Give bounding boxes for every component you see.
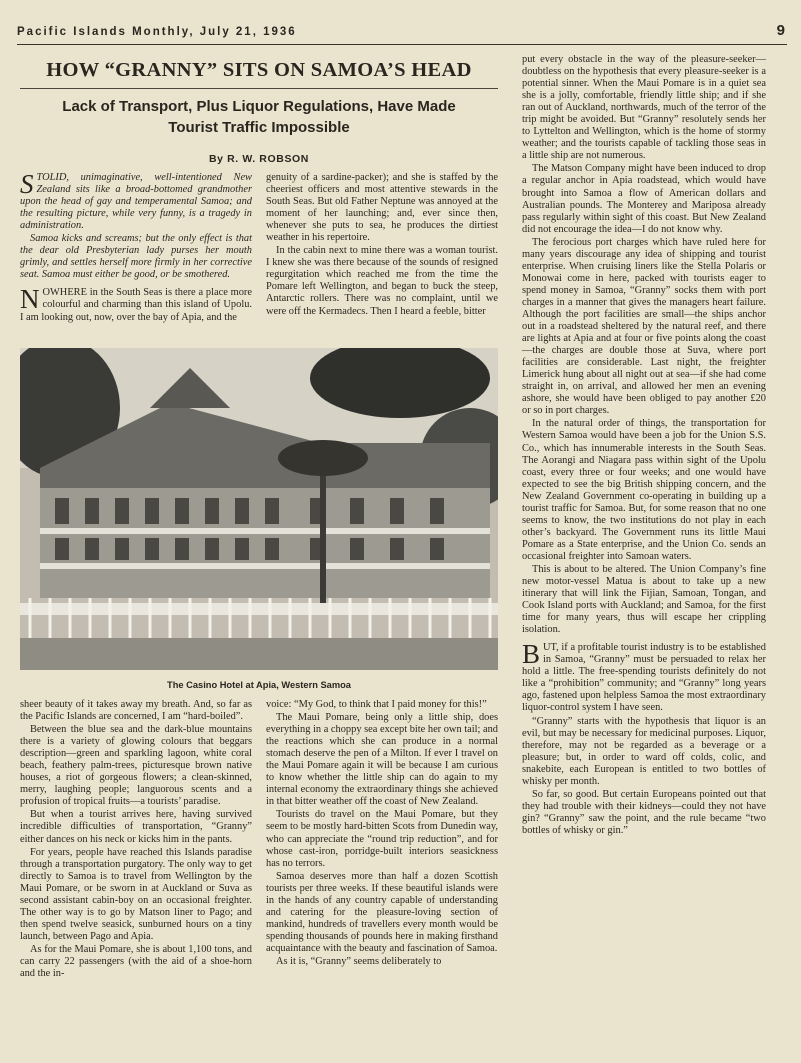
col3-paragraph-1: put every obstacle in the way of the pleasure-seeker—doubtless on the hypothesis that every pleasure-seeker is a potential sinner. When the Maui Pomare is in a quiet sea she is a jolly, comfortable, friendly little ship; and if she ran out of Auckland, northwards, much of the terror of the trip might be avoided. But “Granny” resolutely sends her to Lyttelton and Wellington, which is the home of stormy weather; and the tourists capable of tackling those seas in a little ship are not numerous. bbox=[522, 54, 766, 162]
lower1-paragraph-2: Between the blue sea and the dark-blue mountains there is a variety of glowing colours that beggars description—green and sparkling lagoon, white coral beach, feathery palm-trees, picturesque brown native houses, a riot of gorgeous flowers; a clean-skinned, merry, laughing people; languorous scents and a profusion of tropical fruits—a tourists’ paradise. bbox=[20, 724, 252, 808]
lower2-paragraph-5: As it is, “Granny” seems deliberately to bbox=[276, 955, 442, 967]
publication-line: Pacific Islands Monthly, July 21, 1936 bbox=[17, 26, 297, 38]
col3-paragraph-8: So far, so good. But certain Europeans pointed out that they had trouble with their kidneys—could they not have gin? “Granny” saw the point, and the rule became “two bottles of whisky or gin.” bbox=[522, 788, 766, 836]
col3-paragraph-3: The ferocious port charges which have ruled here for many years discourage any idea of shipping and tourist enterprise. When cruising liners like the Stella Polaris or Monowai come in here, packed with tourists eager to spend money in Samoa, “Granny” socks them with port charges in a manner that gives the managers heart failure. Although the port facilities are small—the ships anchor out in a roadstead sheltered by the natural reef, and there are lights at Apia and at four or five points along the coast—the charges are double those at Suva, where port facilities are considerable. Last night, the freighter Limerick hung about all night out at sea—if she had come straight in, on arrival, and allowed her men an evening ashore, she would have been obliged to pay another £20 or so in port charges. bbox=[522, 236, 766, 417]
column-lower-left bbox=[20, 699, 252, 981]
body-text-1: OWHERE in the South Seas is there a place more colourful and charming than this island of Upolu. I am looking out, now, over the bay of Apia, and the bbox=[20, 287, 252, 323]
byline: By R. W. ROBSON bbox=[208, 153, 309, 165]
drop-cap: B bbox=[522, 639, 541, 670]
lower2-paragraph-2: The Maui Pomare, being only a little ship, does everything in a choppy sea except bite her own tail; and the reactions which she can produce in a normal stomach deserve the pen of a Milton. If ever I travel on the Maui Pomare again it will be because I am curious to know whether the little ship can do again to my internal economy the extraordinary things she achieved in that bitter weather off the coast of New Zealand. bbox=[266, 712, 498, 808]
lower1-paragraph-1: sheer beauty of it takes away my breath. And, so far as the Pacific Islands are concerned, I am “hard-boiled”. bbox=[20, 699, 252, 723]
col2-paragraph-2: In the cabin next to mine there was a woman tourist. I knew she was there because of the sounds of resigned regurgitation which reached me from the time the Pomare left Wellington, and began to buck the steep, Antarctic rollers. There was no complaint, until we were off the Kermadecs. Then I heard a feeble, bitter bbox=[266, 245, 498, 317]
col3-paragraph-7: “Granny” starts with the hypothesis that liquor is an evil, but may be necessary for medicinal purposes. Liquor, therefore, may not be regarded as a beverage or a pleasure; but, in order to ward off colds, colic, and snakebite, each European is entitled to two bottles of whisky per month. bbox=[522, 715, 766, 787]
lower2-paragraph-4: Samoa deserves more than half a dozen Scottish tourists per three weeks. If these beautiful islands were in the hands of any country capable of understanding and catering for the pleasure-loving section of mankind, hundreds of travellers every month would be spending thousands of pounds here in making firsthand acquaintance with the beauty and fascination of Samoa. bbox=[266, 870, 498, 954]
subheadline-line-1: Lack of Transport, Plus Liquor Regulations, Have Made bbox=[62, 98, 456, 115]
lower1-paragraph-4: For years, people have reached this Islands paradise through a transportation purgatory. The only way to get directly to Samoa is to travel from Wellington by the Maui Pomare, or be sworn in at Auckland or Suva as second assistant cabin-boy on an occasional freighter. The other way is to go by Matson liner to Pago; and then spend twelve seasick, sunburned hours on a tiny launch, between Pago and Apia. bbox=[20, 846, 252, 942]
headline-rule bbox=[20, 88, 498, 89]
intro-text-1: TOLID, unimaginative, well-intentioned New Zealand sits like a broad-bottomed grandmother upon the head of gay and temperamental Samoa; and the resulting picture, while very funny, is a tragedy in administration. bbox=[20, 172, 252, 232]
column-right bbox=[522, 54, 766, 838]
col3-paragraph-2: The Matson Company might have been induced to drop a regular anchor in Apia roadstead, which would have brought into Samoa a flow of American dollars and Australian pounds. The Monterey and Mariposa already pass regularly within sight of this coast. But New Zealand did not encourage the idea—I do not know why. bbox=[522, 163, 766, 235]
col3-text-6: UT, if a profitable tourist industry is to be established in Samoa, “Granny” must be persuaded to relax her hold a little. The free-spending tourists definitely do not like a “prohibition” community; and “Granny” long years ago, fastened upon helpless Samoa the most extraordinary liquor-control system I have seen. bbox=[522, 642, 766, 714]
page-number: 9 bbox=[776, 22, 785, 39]
casino-hotel-photo bbox=[20, 348, 498, 670]
drop-cap: S bbox=[20, 169, 34, 199]
col3-paragraph-4: In the natural order of things, the transportation for Western Samoa would have been a job for the Union S.S. Co., which has innumerable interests in the South Seas. The Aorangi and Niagara pass within sight of the Upolu coast, every three or four weeks; and one would have expected to see the big British shipping concern, and the New Zealand Government co-operating in building up a tourist traffic for Samoa. But, for some reason that no one seems to know, the two institutions do not play in each other’s backyard. The Government runs its little Maui Pomare as a State enterprise, and the Union Co. sends an occasional freighter into Samoan waters. bbox=[522, 418, 766, 562]
lower1-paragraph-3: But when a tourist arrives here, having survived incredible difficulties of transportation, “Granny” either dances on his neck or kicks him in the pants. bbox=[20, 809, 252, 845]
lower1-paragraph-5: As for the Maui Pomare, she is about 1,100 tons, and can carry 22 passengers (with the aid of a shoe-horn and the in- bbox=[20, 943, 252, 980]
intro-paragraph-2: Samoa kicks and screams; but the only effect is that the dear old Presbyterian lady purses her mouth grimly, and settles herself more firmly in her corrective seat. Samoa must either be good, or be smothered. bbox=[20, 233, 252, 281]
column-upper-left bbox=[20, 169, 252, 325]
col3-paragraph-6 bbox=[522, 639, 766, 714]
lower2-paragraph-3: Tourists do travel on the Maui Pomare, but they seem to be mostly hard-bitten Scots from Dunedin way, who can appreciate the “round trip reduction”, and for whose cast-iron, porridge-built interiors seasickness has no terrors. bbox=[266, 809, 498, 869]
subheadline-line-2: Tourist Traffic Impossible bbox=[168, 119, 350, 136]
body-paragraph-1 bbox=[20, 284, 252, 323]
col3-paragraph-5: This is about to be altered. The Union Company’s fine new motor-vessel Matua is about to take up a new itinerary that will link the Fijian, Samoan, Tongan, and Cook Island ports with Auckland; and Samoa, for the first time for many years, thus will escape her crippling isolation. bbox=[522, 563, 766, 636]
hotel-illustration bbox=[20, 348, 498, 670]
lower2-paragraph-1: voice: “My God, to think that I paid money for this!” bbox=[266, 699, 487, 710]
photo-caption: The Casino Hotel at Apia, Western Samoa bbox=[167, 680, 351, 690]
article-subheadline bbox=[20, 96, 498, 138]
article-headline: HOW “GRANNY” SITS ON SAMOA’S HEAD bbox=[46, 59, 472, 81]
intro-paragraph-1 bbox=[20, 169, 252, 232]
column-lower-middle bbox=[266, 699, 498, 969]
running-head bbox=[17, 22, 787, 45]
col2-paragraph-1: genuity of a sardine-packer); and she is staffed by the cheeriest officers and most attentive stewards in the South Seas. But old Father Neptune was annoyed at the moment of her launching; and, ever since then, whenever she puts to sea, he produces the dirtiest weather in his repertoire. bbox=[266, 172, 498, 244]
column-upper-middle bbox=[266, 172, 498, 319]
drop-cap: N bbox=[20, 284, 40, 315]
